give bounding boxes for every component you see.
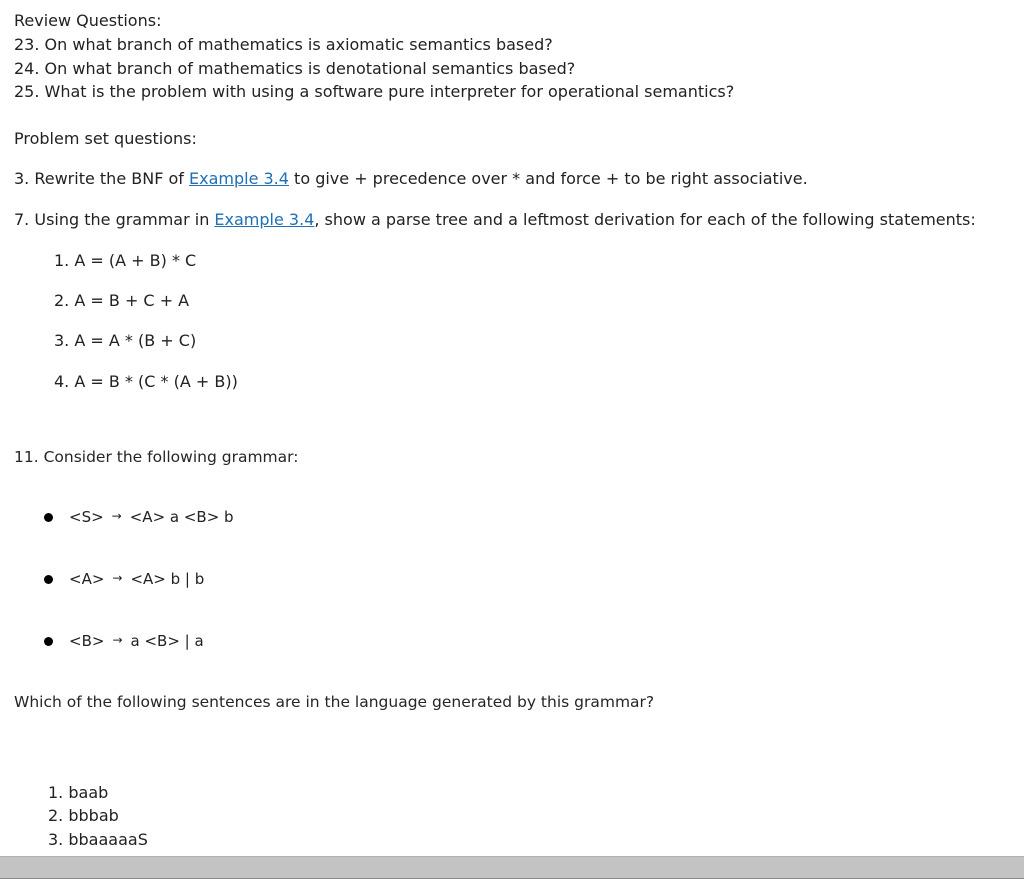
bullet-icon	[44, 637, 53, 646]
review-question-25: 25. What is the problem with using a software pure interpreter for operational semantics?	[14, 82, 735, 101]
problem-3	[14, 168, 808, 190]
problem-7-item: 3. A = A * (B + C)	[54, 331, 197, 350]
problem-7-item: 2. A = B + C + A	[54, 291, 190, 310]
problem-7	[14, 209, 976, 231]
review-question-24: 24. On what branch of mathematics is denotational semantics based?	[14, 59, 576, 78]
problem-7-item: 1. A = (A + B) * C	[54, 251, 197, 270]
problem-7-text-before: 7. Using the grammar in	[14, 210, 215, 229]
example-3-4-link[interactable]: Example 3.4	[189, 169, 289, 188]
grammar-rule-lhs: <A>	[69, 570, 105, 588]
right-arrow-icon: →	[112, 633, 123, 647]
problem-3-text-before: 3. Rewrite the BNF of	[14, 169, 189, 188]
problem-7-text-after: , show a parse tree and a leftmost derivation for each of the following statements:	[314, 210, 976, 229]
horizontal-scrollbar[interactable]	[0, 856, 1024, 879]
grammar-rule-lhs: <B>	[69, 632, 105, 650]
problem-11-item: 1. baab	[48, 783, 109, 802]
grammar-rule-rhs: a <B> | a	[130, 632, 204, 650]
problem-11-item: 3. bbaaaaaS	[48, 830, 148, 849]
grammar-rule	[44, 568, 204, 590]
grammar-rule-rhs: <A> b | b	[130, 570, 205, 588]
grammar-rule	[44, 506, 234, 528]
problem-7-item: 4. A = B * (C * (A + B))	[54, 372, 238, 391]
problem-set-heading: Problem set questions:	[14, 129, 197, 148]
right-arrow-icon: →	[112, 571, 123, 585]
right-arrow-icon: →	[111, 509, 122, 523]
grammar-rule-lhs: <S>	[69, 508, 104, 526]
grammar-rule	[44, 630, 204, 652]
problem-11-question: Which of the following sentences are in the language generated by this grammar?	[14, 693, 655, 711]
problem-11-heading: 11. Consider the following grammar:	[14, 448, 299, 466]
problem-11-item: 2. bbbab	[48, 806, 119, 825]
review-heading: Review Questions:	[14, 11, 162, 30]
grammar-rule-rhs: <A> a <B> b	[129, 508, 234, 526]
problem-3-text-after: to give + precedence over * and force + to be right associative.	[288, 169, 808, 188]
bullet-icon	[44, 513, 53, 522]
example-3-4-link[interactable]: Example 3.4	[214, 210, 315, 229]
review-question-23: 23. On what branch of mathematics is axiomatic semantics based?	[14, 35, 553, 54]
bullet-icon	[44, 575, 53, 584]
